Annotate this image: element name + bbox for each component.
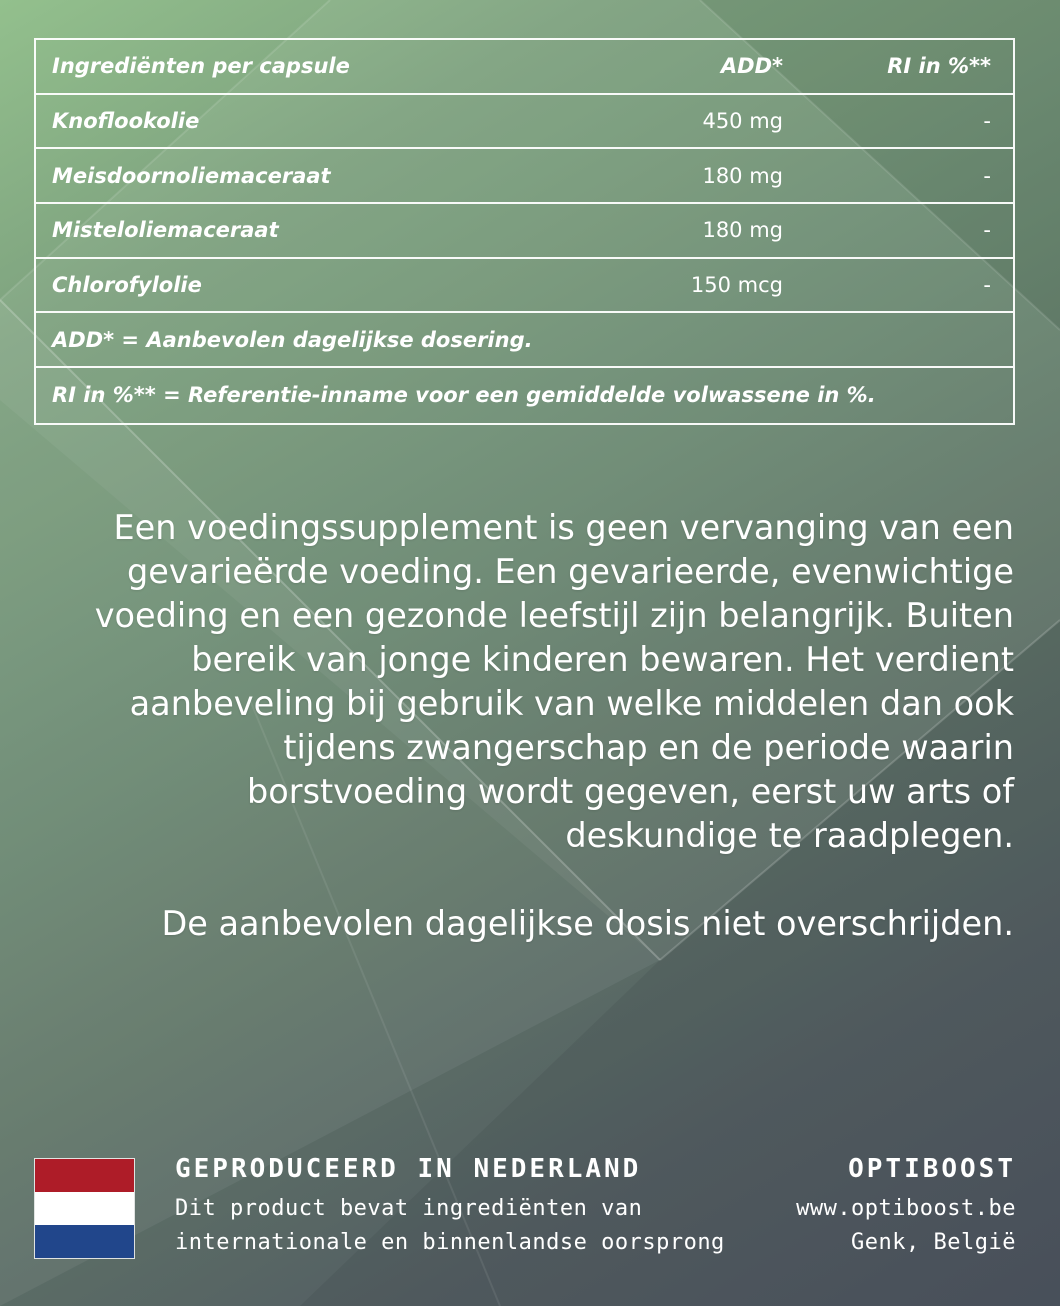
disclaimer-paragraph xyxy=(34,506,1014,858)
ingredient-add: 450 mg xyxy=(702,109,783,134)
table-row xyxy=(36,95,1013,150)
dose-warning: De aanbevolen dagelijkse dosis niet overschrijden. xyxy=(161,904,1014,943)
table-row xyxy=(36,259,1013,314)
disclaimer-line: tijdens zwangerschap en de periode waarin xyxy=(283,728,1014,767)
header-ri: RI in %** xyxy=(887,54,991,79)
flag-stripe-red xyxy=(35,1159,134,1192)
brand-location: Genk, België xyxy=(851,1230,1016,1255)
origin-line-2: internationale en binnenlandse oorsprong xyxy=(175,1230,725,1255)
table-row xyxy=(36,149,1013,204)
origin-block xyxy=(175,1154,735,1260)
table-note-ri xyxy=(36,368,1013,423)
table-note-add xyxy=(36,313,1013,368)
disclaimer-text xyxy=(34,506,1014,946)
brand-website: www.optiboost.be xyxy=(796,1196,1016,1221)
ingredient-name: Chlorofylolie xyxy=(52,273,202,298)
disclaimer-line: aanbeveling bij gebruik van welke middelen dan ook xyxy=(129,684,1014,723)
disclaimer-line: bereik van jonge kinderen bewaren. Het verdient xyxy=(191,640,1014,679)
ingredient-ri: - xyxy=(983,109,991,134)
origin-title: GEPRODUCEERD IN NEDERLAND xyxy=(175,1154,642,1184)
disclaimer-line: gevarieërde voeding. Een gevarieerde, evenwichtige xyxy=(126,552,1014,591)
brand-name: OPTIBOOST xyxy=(848,1154,1016,1184)
note-add-text: ADD* = Aanbevolen dagelijkse dosering. xyxy=(52,327,533,352)
ingredient-name: Knoflookolie xyxy=(52,109,200,134)
disclaimer-line: deskundige te raadplegen. xyxy=(565,816,1014,855)
flag-stripe-white xyxy=(35,1192,134,1225)
ingredients-table xyxy=(34,38,1015,425)
origin-line-1: Dit product bevat ingrediënten van xyxy=(175,1196,643,1221)
ingredient-add: 150 mcg xyxy=(690,273,783,298)
ingredient-ri: - xyxy=(983,273,991,298)
disclaimer-line: Een voedingssupplement is geen vervanging van een xyxy=(113,508,1014,547)
netherlands-flag-icon xyxy=(34,1158,135,1259)
table-row xyxy=(36,204,1013,259)
ingredient-ri: - xyxy=(983,163,991,188)
note-ri-text: RI in %** = Referentie-inname voor een gemiddelde volwassene in %. xyxy=(52,383,876,408)
ingredient-add: 180 mg xyxy=(702,218,783,243)
flag-stripe-blue xyxy=(35,1225,134,1258)
ingredient-add: 180 mg xyxy=(702,163,783,188)
brand-block xyxy=(796,1154,1016,1260)
ingredient-ri: - xyxy=(983,218,991,243)
header-add: ADD* xyxy=(720,54,783,79)
ingredient-name: Meisdoornoliemaceraat xyxy=(52,163,331,188)
header-ingredients: Ingrediënten per capsule xyxy=(52,54,350,79)
disclaimer-line: borstvoeding wordt gegeven, eerst uw arts of xyxy=(247,772,1014,811)
ingredient-name: Misteloliemaceraat xyxy=(52,218,279,243)
disclaimer-line: voeding en een gezonde leefstijl zijn belangrijk. Buiten xyxy=(94,596,1014,635)
table-header-row xyxy=(36,40,1013,95)
